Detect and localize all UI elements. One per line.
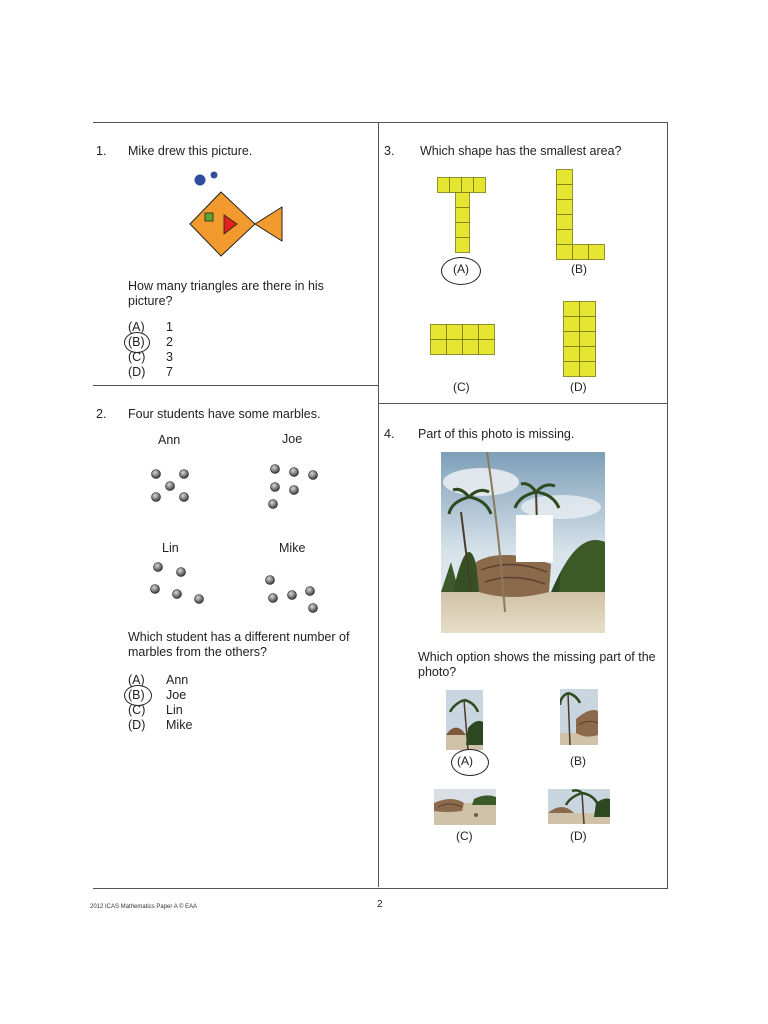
q4-number: 4. bbox=[384, 427, 395, 441]
q1-option-c-letter: (C) bbox=[128, 350, 146, 364]
q1-option-d-value: 7 bbox=[166, 365, 173, 379]
right-row-divider bbox=[378, 403, 667, 404]
q3-number: 3. bbox=[384, 144, 395, 158]
copyright-footer: 2012 ICAS Mathematics Paper A © EAA bbox=[90, 904, 198, 910]
bubble-large bbox=[195, 175, 206, 186]
q2-option-b-value: Joe bbox=[166, 688, 187, 702]
q3-label-a: (A) bbox=[453, 262, 469, 276]
photo-option-b[interactable] bbox=[560, 689, 598, 745]
q1-option-a-letter: (A) bbox=[128, 320, 145, 334]
q4-label-c: (C) bbox=[456, 829, 473, 843]
q2-option-b-letter: (B) bbox=[128, 688, 145, 702]
mike-marbles bbox=[266, 576, 318, 613]
q3-label-d: (D) bbox=[570, 380, 587, 394]
q2-option-a-letter: (A) bbox=[128, 673, 145, 687]
beach-photo bbox=[441, 452, 605, 633]
q1-prompt: How many triangles are there in his picture? bbox=[128, 279, 324, 308]
photo-option-d[interactable] bbox=[548, 789, 610, 824]
q1-answer-circle bbox=[124, 332, 150, 353]
fish-body bbox=[190, 192, 255, 256]
q2-number: 2. bbox=[96, 407, 107, 421]
q4-question: Part of this photo is missing. bbox=[418, 427, 575, 441]
q2-answer-circle bbox=[124, 685, 152, 706]
q4-label-b: (B) bbox=[570, 754, 586, 768]
q2-option-c-value: Lin bbox=[166, 703, 183, 717]
left-row-divider bbox=[93, 385, 378, 386]
student-name-mike: Mike bbox=[279, 541, 306, 555]
missing-area bbox=[516, 515, 553, 562]
q2-option-d-letter: (D) bbox=[128, 718, 146, 732]
shape-b-l bbox=[556, 169, 606, 261]
q1-option-b-letter: (B) bbox=[128, 335, 145, 349]
q3-answer-circle bbox=[441, 257, 481, 285]
student-name-ann: Ann bbox=[158, 433, 181, 447]
photo-option-a[interactable] bbox=[446, 690, 483, 750]
shape-d-rectangle bbox=[563, 301, 596, 377]
fish-eye-square bbox=[205, 213, 213, 221]
bubble-small bbox=[211, 172, 218, 179]
student-name-lin: Lin bbox=[162, 541, 179, 555]
page-number: 2 bbox=[377, 899, 383, 910]
q3-label-b: (B) bbox=[571, 262, 587, 276]
fish-picture bbox=[185, 168, 289, 262]
lin-marbles bbox=[151, 563, 204, 604]
q3-question: Which shape has the smallest area? bbox=[420, 144, 622, 158]
q2-question: Four students have some marbles. bbox=[128, 407, 321, 421]
shape-c-rectangle bbox=[430, 324, 495, 356]
q4-label-a: (A) bbox=[457, 754, 473, 768]
q4-label-d: (D) bbox=[570, 829, 587, 843]
q3-label-c: (C) bbox=[453, 380, 470, 394]
q1-number: 1. bbox=[96, 144, 107, 158]
q4-answer-circle bbox=[451, 749, 489, 776]
photo-option-c[interactable] bbox=[434, 789, 496, 825]
q1-option-c-value: 3 bbox=[166, 350, 173, 364]
marbles-figure bbox=[140, 455, 340, 615]
student-name-joe: Joe bbox=[282, 432, 303, 446]
q1-question: Mike drew this picture. bbox=[128, 144, 253, 158]
shape-a-t bbox=[437, 177, 487, 253]
q2-option-c-letter: (C) bbox=[128, 703, 146, 717]
q1-option-d[interactable] bbox=[128, 365, 173, 380]
q1-option-a-value: 1 bbox=[166, 320, 173, 334]
q2-prompt: Which student has a different number of marbles from the others? bbox=[128, 630, 350, 659]
q1-option-b-value: 2 bbox=[166, 335, 173, 349]
q2-option-d-value: Mike bbox=[166, 718, 193, 732]
fish-tail-triangle bbox=[255, 207, 282, 241]
column-divider bbox=[378, 122, 379, 887]
q1-option-d-letter: (D) bbox=[128, 365, 146, 379]
joe-marbles bbox=[269, 465, 318, 509]
ann-marbles bbox=[152, 470, 189, 502]
q2-option-a-value: Ann bbox=[166, 673, 189, 687]
q4-prompt: Which option shows the missing part of the photo? bbox=[418, 650, 656, 679]
q2-option-d[interactable] bbox=[128, 718, 192, 733]
